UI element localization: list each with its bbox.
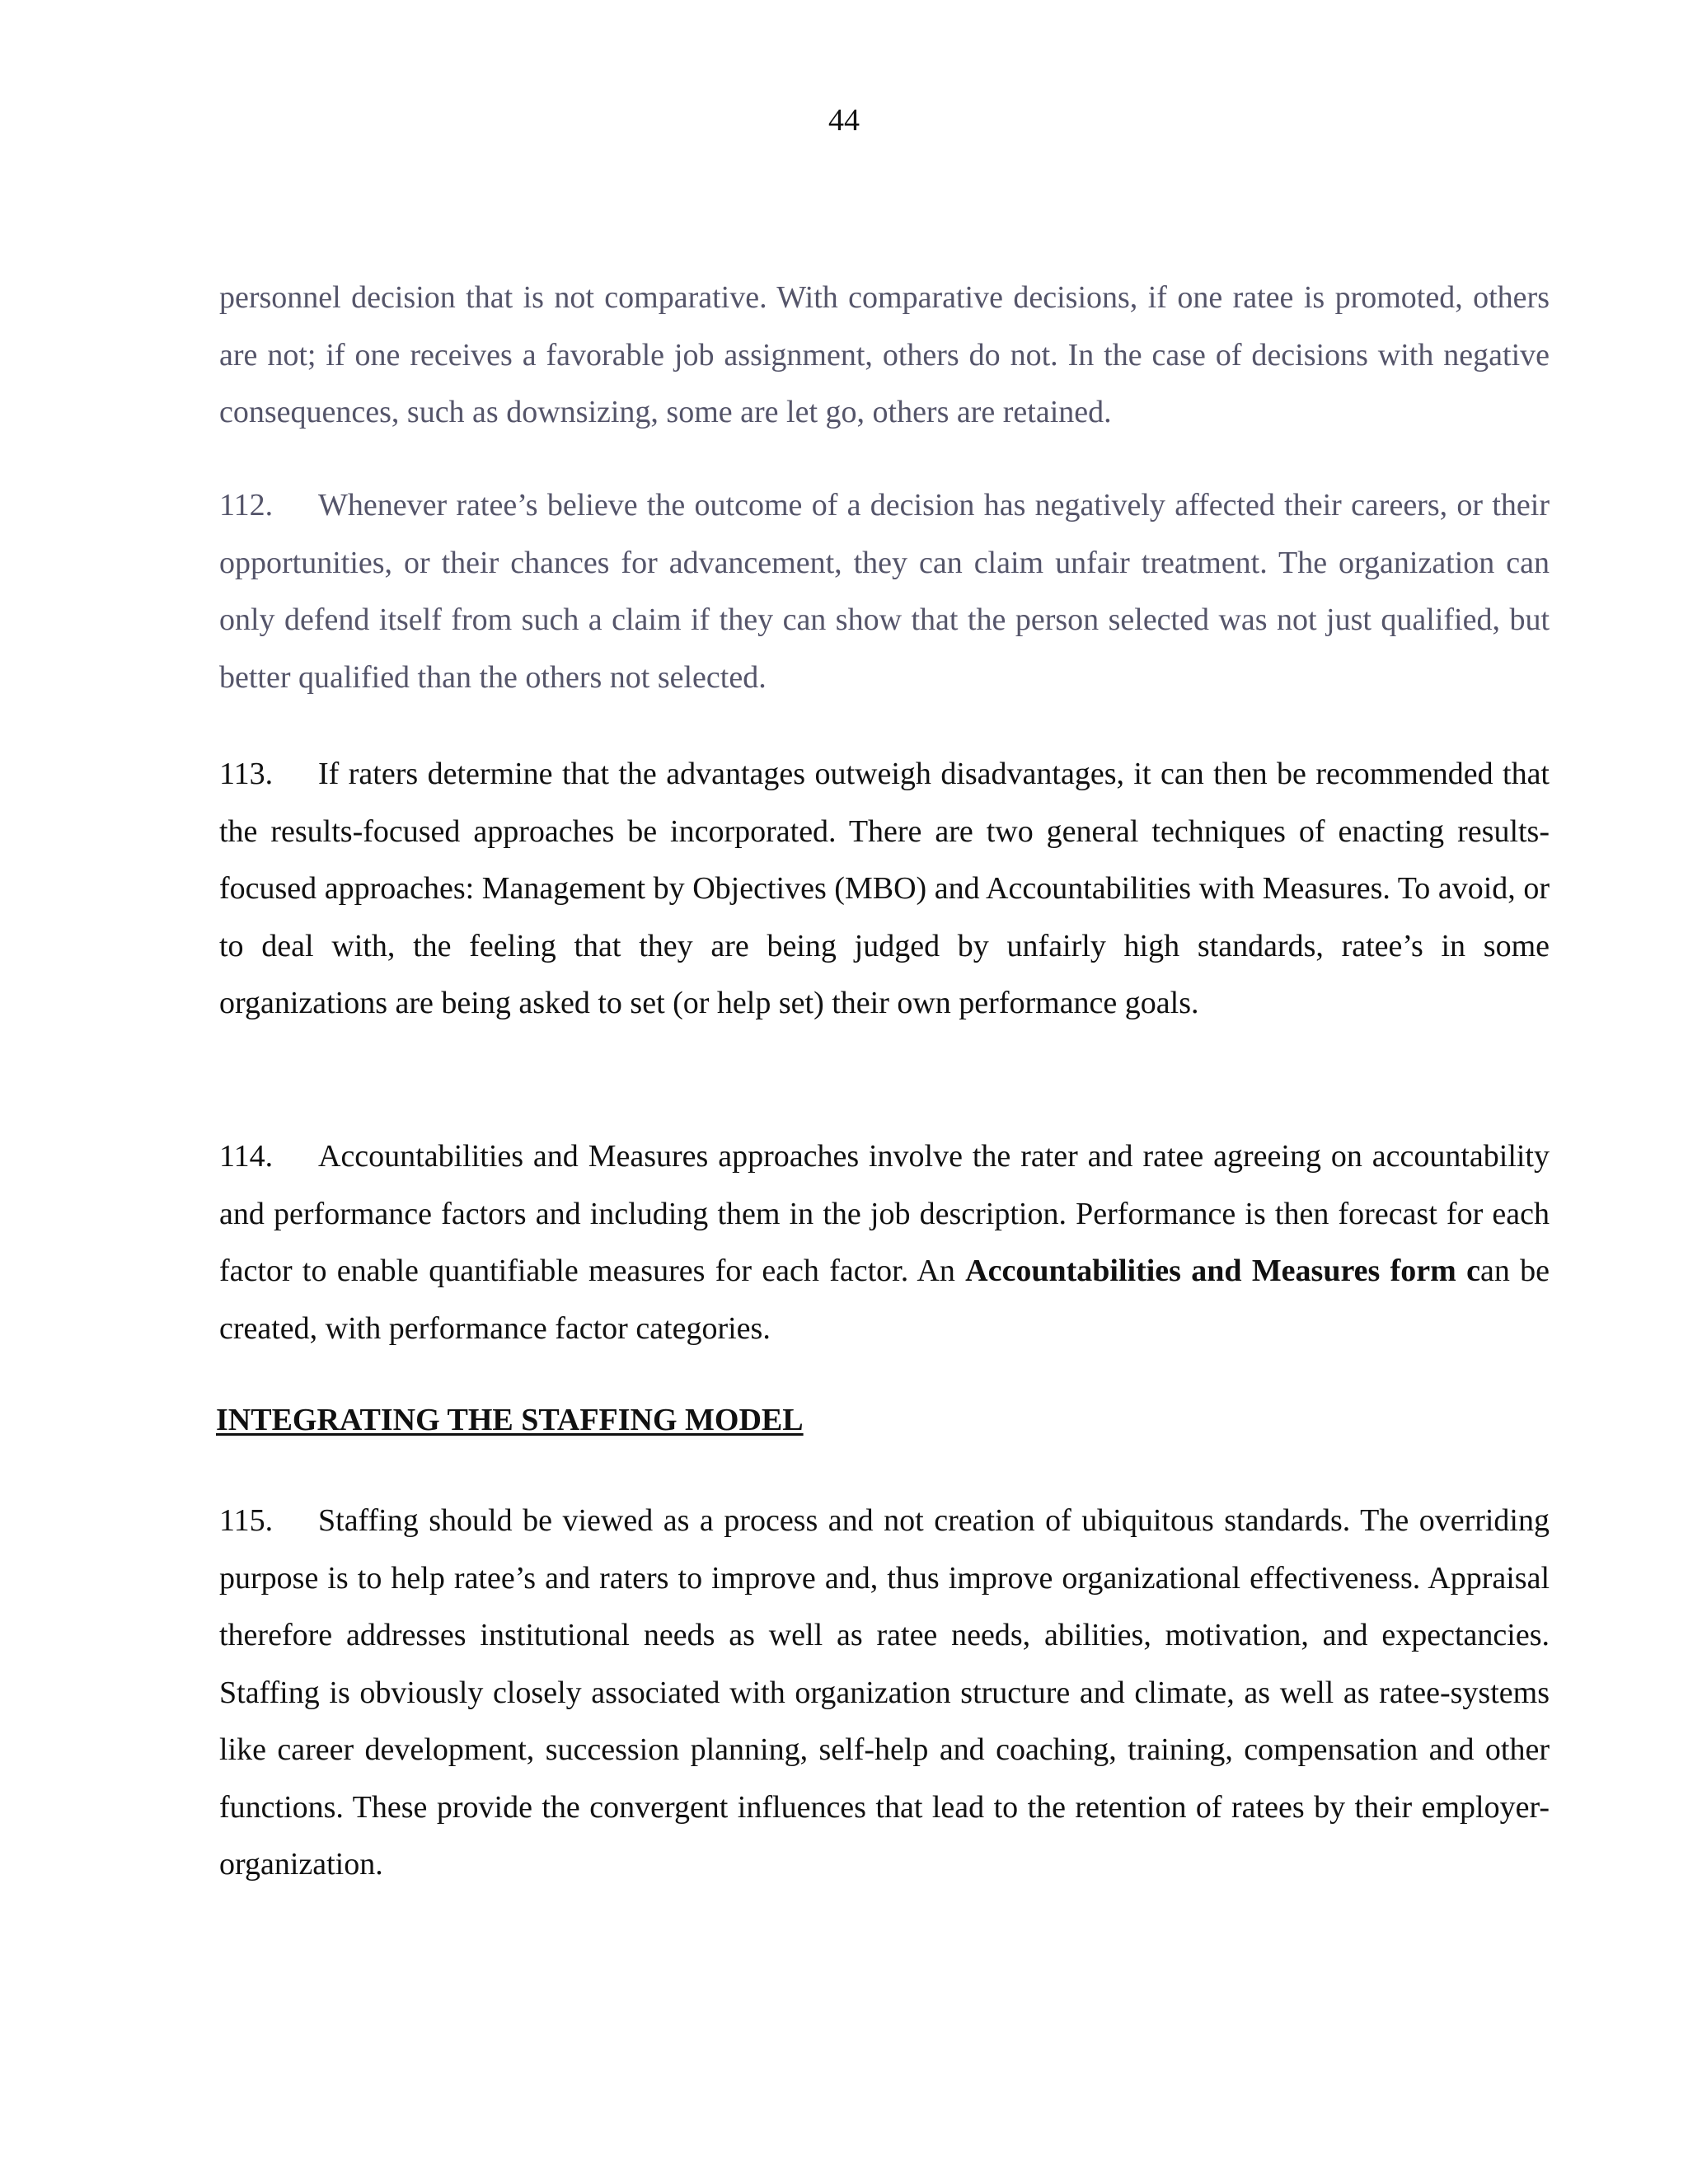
paragraph-text: If raters determine that the advantages outweigh disadvantages, it can then be recommended that the results-focused approaches be incorporated. There are two general techniques of enacting results-focused approaches: Management by Objectives (MBO) and Accountabilities with Measures. To avoid, or to deal with, the feeling that they are being judged by unfairly high standards, ratee’s in some organizations are being asked to set (or help set) their own performance goals.	[219, 757, 1550, 1020]
paragraph-continuation	[219, 269, 1550, 442]
paragraph-number: 114.	[219, 1139, 274, 1174]
paragraph-112	[219, 477, 1550, 706]
paragraph-number: 113.	[219, 757, 274, 791]
paragraph-text: Accountabilities and Measures approaches involve the rater and ratee agreeing on accountability and performance factors and including them in the job description. Performance is then forecast for each factor to enable quantifiable measures for each factor. An	[219, 1139, 1550, 1288]
form-name-bold: Accountabilities and Measures form c	[965, 1254, 1480, 1288]
paragraph-text: Staffing should be viewed as a process and not creation of ubiquitous standards. The overriding purpose is to help ratee’s and raters to improve and, thus improve organizational effectiveness. Appraisal therefore addresses institutional needs as well as ratee needs, abilities, motivation, and expectancies. Staffing is obviously closely associated with organization structure and climate, as well as ratee-systems like career development, succession planning, self-help and coaching, training, compensation and other functions. These provide the convergent influences that lead to the retention of ratees by their employer-organization.	[219, 1503, 1550, 1882]
paragraph-text: Whenever ratee’s believe the outcome of a decision has negatively affected their careers, or their opportunities, or their chances for advancement, they can claim unfair treatment. The organization can only defend itself from such a claim if they can show that the person selected was not just qualified, but better qualified than the others not selected.	[219, 488, 1550, 695]
paragraph-number: 115.	[219, 1503, 274, 1538]
paragraph-number: 112.	[219, 488, 274, 523]
page-number: 44	[828, 103, 860, 138]
paragraph-113	[219, 746, 1550, 1033]
section-heading: INTEGRATING THE STAFFING MODEL	[216, 1403, 804, 1437]
paragraph-115	[219, 1493, 1550, 1894]
paragraph-114	[219, 1128, 1550, 1357]
paragraph-text-end: an be created, with performance factor categories.	[219, 1254, 1550, 1346]
paragraph-text: personnel decision that is not comparative. With comparative decisions, if one ratee is promoted, others are not; if one receives a favorable job assignment, others do not. In the case of decisions with negative consequences, such as downsizing, some are let go, others are retained.	[219, 280, 1550, 429]
